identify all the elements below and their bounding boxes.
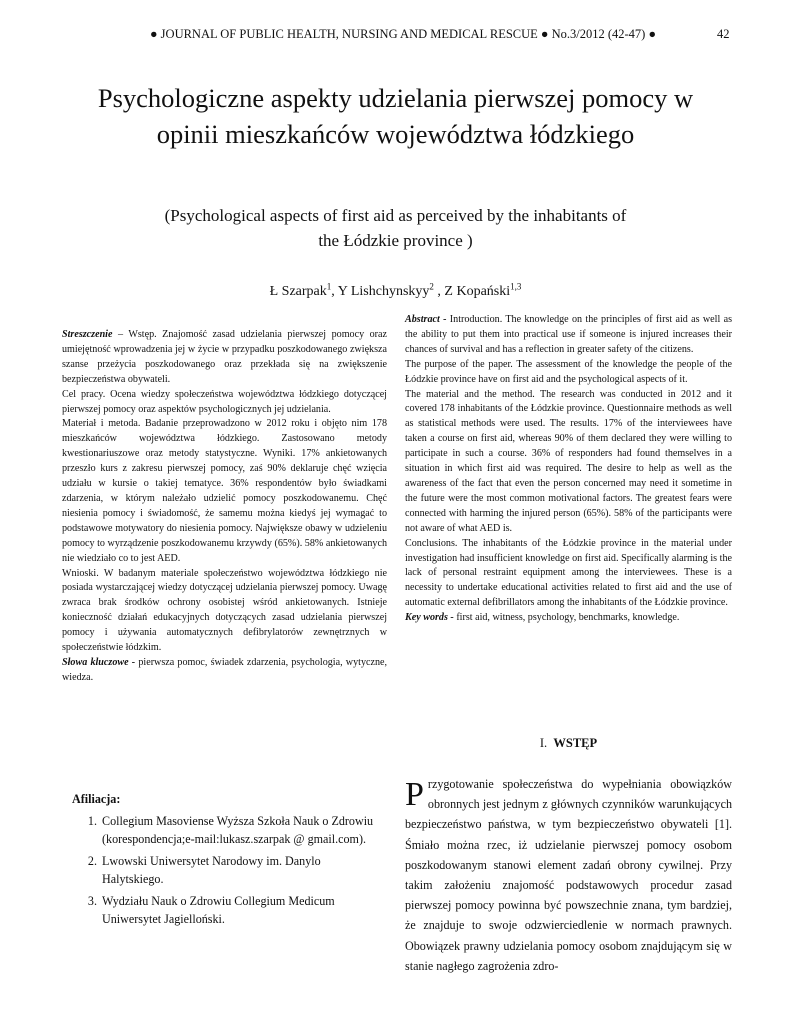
drop-cap: P (405, 776, 424, 813)
abstract-label: Abstract - (405, 314, 447, 325)
journal-name: ● JOURNAL OF PUBLIC HEALTH, NURSING AND MEDICAL RESCUE ● No.3/2012 (42-47) ● (150, 27, 656, 41)
paper-subtitle: (Psychological aspects of first aid as perceived by the inhabitants of the Łódzkie province ) (164, 206, 627, 250)
abstract-paragraph: Abstract - Introduction. The knowledge on the principles of first aid as well as the ability to put them into practical use if someone is injured increases their chances of survival and has a reflection in greater safety of the citizens. (405, 314, 732, 355)
keywords: Słowa kluczowe - pierwsza pomoc, świadek zdarzenia, psychologia, wytyczne, wiedza. (62, 656, 387, 683)
abstract-paragraph: The material and the method. The research was conducted in 2012 and it covered 178 inhabitants of the Łódzkie province. Questionnaire methods as well as statistical methods were used. The results. 17% of the interviewees have taken a course on first aid, whereas 90% of them declared they were willing to participate in such a course. 36% of responders had found themselves in a situation in which first aid was required. The desire to help as well as the awareness of the fact that even the person concerned may need it sometime in the future were the most common motivational factors. The greatest fears were connected with harming the injured person (65%). 58% of the participants were not aware of what AED is. (405, 388, 732, 534)
affiliations (72, 790, 384, 932)
page-number: 42 (717, 27, 730, 41)
affiliation-item: 2. Lwowski Uniwersytet Narodowy im. Danylo Halytskiego. (100, 852, 384, 888)
paper-title: Psychologiczne aspekty udzielania pierwszej pomocy w opinii mieszkańców województwa łódzkiego (97, 83, 694, 149)
abstract-paragraph: Streszczenie – Wstęp. Znajomość zasad udzielania pierwszej pomocy oraz umiejętność wprowadzenia jej w życie w przypadku poszkodowanego zwiększa szanse przeżycia poszkodowanego oraz przekłada się na zwiększenie bezpieczeństwa obywateli. (62, 329, 387, 385)
author-list (0, 281, 791, 300)
keywords: Key words - first aid, witness, psychology, benchmarks, knowledge. (405, 612, 680, 624)
affiliation-item: 1. Collegium Masoviense Wyższa Szkoła Nauk o Zdrowiu (korespondencja;e-mail:lukasz.szarpak @ gmail.com). (100, 812, 384, 848)
abstract-paragraph: Cel pracy. Ocena wiedzy społeczeństwa województwa łódzkiego dotyczącej pierwszej pomocy oraz aspektów psychologicznych jej udzielania. (62, 388, 387, 415)
abstract-paragraph: Materiał i metoda. Badanie przeprowadzono w 2012 roku i objęto nim 178 mieszkańców województwa łódzkiego. Zastosowano metody kwestionariuszowe oraz metody statystyczne. Wyniki. 17% ankietowanych przeszło kurs z zakresu pierwszej pomocy, zaś 90% deklaruje chęć wzięcia udziału w kursie o takiej tematyce. 36% respondentów było świadkami zdarzenia, w którym należało udzielić pomocy poszkodowanemu. Chęć niesienia pomocy i świadomość, że samemu można kiedyś jej wymagać to podstawowe motywatory do niesienia pomocy. Największe obawy w udzieleniu pomocy to wyrządzenie poszkodowanemu krzywdy (65%). 58% ankietowanych nie wiedziało co to jest AED. (62, 418, 387, 564)
streszczenie-label: Streszczenie (62, 329, 113, 340)
english-abstract (405, 313, 732, 626)
author: Ł Szarpak$^1$, (269, 281, 338, 299)
author: Z Kopański$^{1,3}$ (444, 281, 522, 299)
section-heading: I. WSTĘP (539, 736, 598, 750)
abstract-paragraph: Conclusions. The inhabitants of the Łódzkie province in the material under investigation had insufficient knowledge on first aid. Specifically alarming is the lack of personal restraint equipment among the interviewees. These is a necessity to undertake educational activities related to first aid and the use of automatic external defibrillators among the inhabitants of the Łódzkie province. (405, 537, 732, 609)
abstract-paragraph: The purpose of the paper. The assessment of the knowledge the people of the Łódzkie province have on first aid and the psychological aspects of it. (405, 358, 732, 385)
author: Y Lishchynskyy$^2$ , (337, 281, 445, 299)
polish-abstract (62, 328, 387, 686)
abstract-paragraph: Wnioski. W badanym materiale społeczeństwo województwa łódzkiego nie posiada wystarczającej wiedzy dotyczącej udzielania pierwszej pomocy. Uwagę zwraca brak środków ochrony osobistej wśród ankietowanych. Istnieje konieczność działań edukacyjnych dotyczących zasad udzielania pierwszej pomocy i używania automatycznych defibrylatorów zewnętrznych w społeczeństwie łódzkim. (62, 567, 387, 654)
affiliations-heading: Afiliacja: (72, 792, 121, 806)
affiliation-item: 3. Wydziału Nauk o Zdrowiu Collegium Medicum Uniwersytet Jagielloński. (100, 892, 384, 928)
introduction-text: Przygotowanie społeczeństwa do wypełniania obowiązków obronnych jest jednym z głównych czynników warunkujących bezpieczeństwo państwa, w tym bezpieczeństwo obywateli [1]. Śmiało można rzec, iż udzielanie pierwszej pomocy osobom poszkodowanym stanowi element zadań obrony cywilnej. Przy takim założeniu znajomość podstawowych procedur zasad pierwszej pomocy powinna być powszechnie znana, tym bardziej, że znajduje to swoje odzwierciedlenie w normach prawnych. Obowiązek prawny udzielania pomocy osobom znajdującym się w stanie nagłego zagrożenia zdro- (405, 776, 732, 973)
